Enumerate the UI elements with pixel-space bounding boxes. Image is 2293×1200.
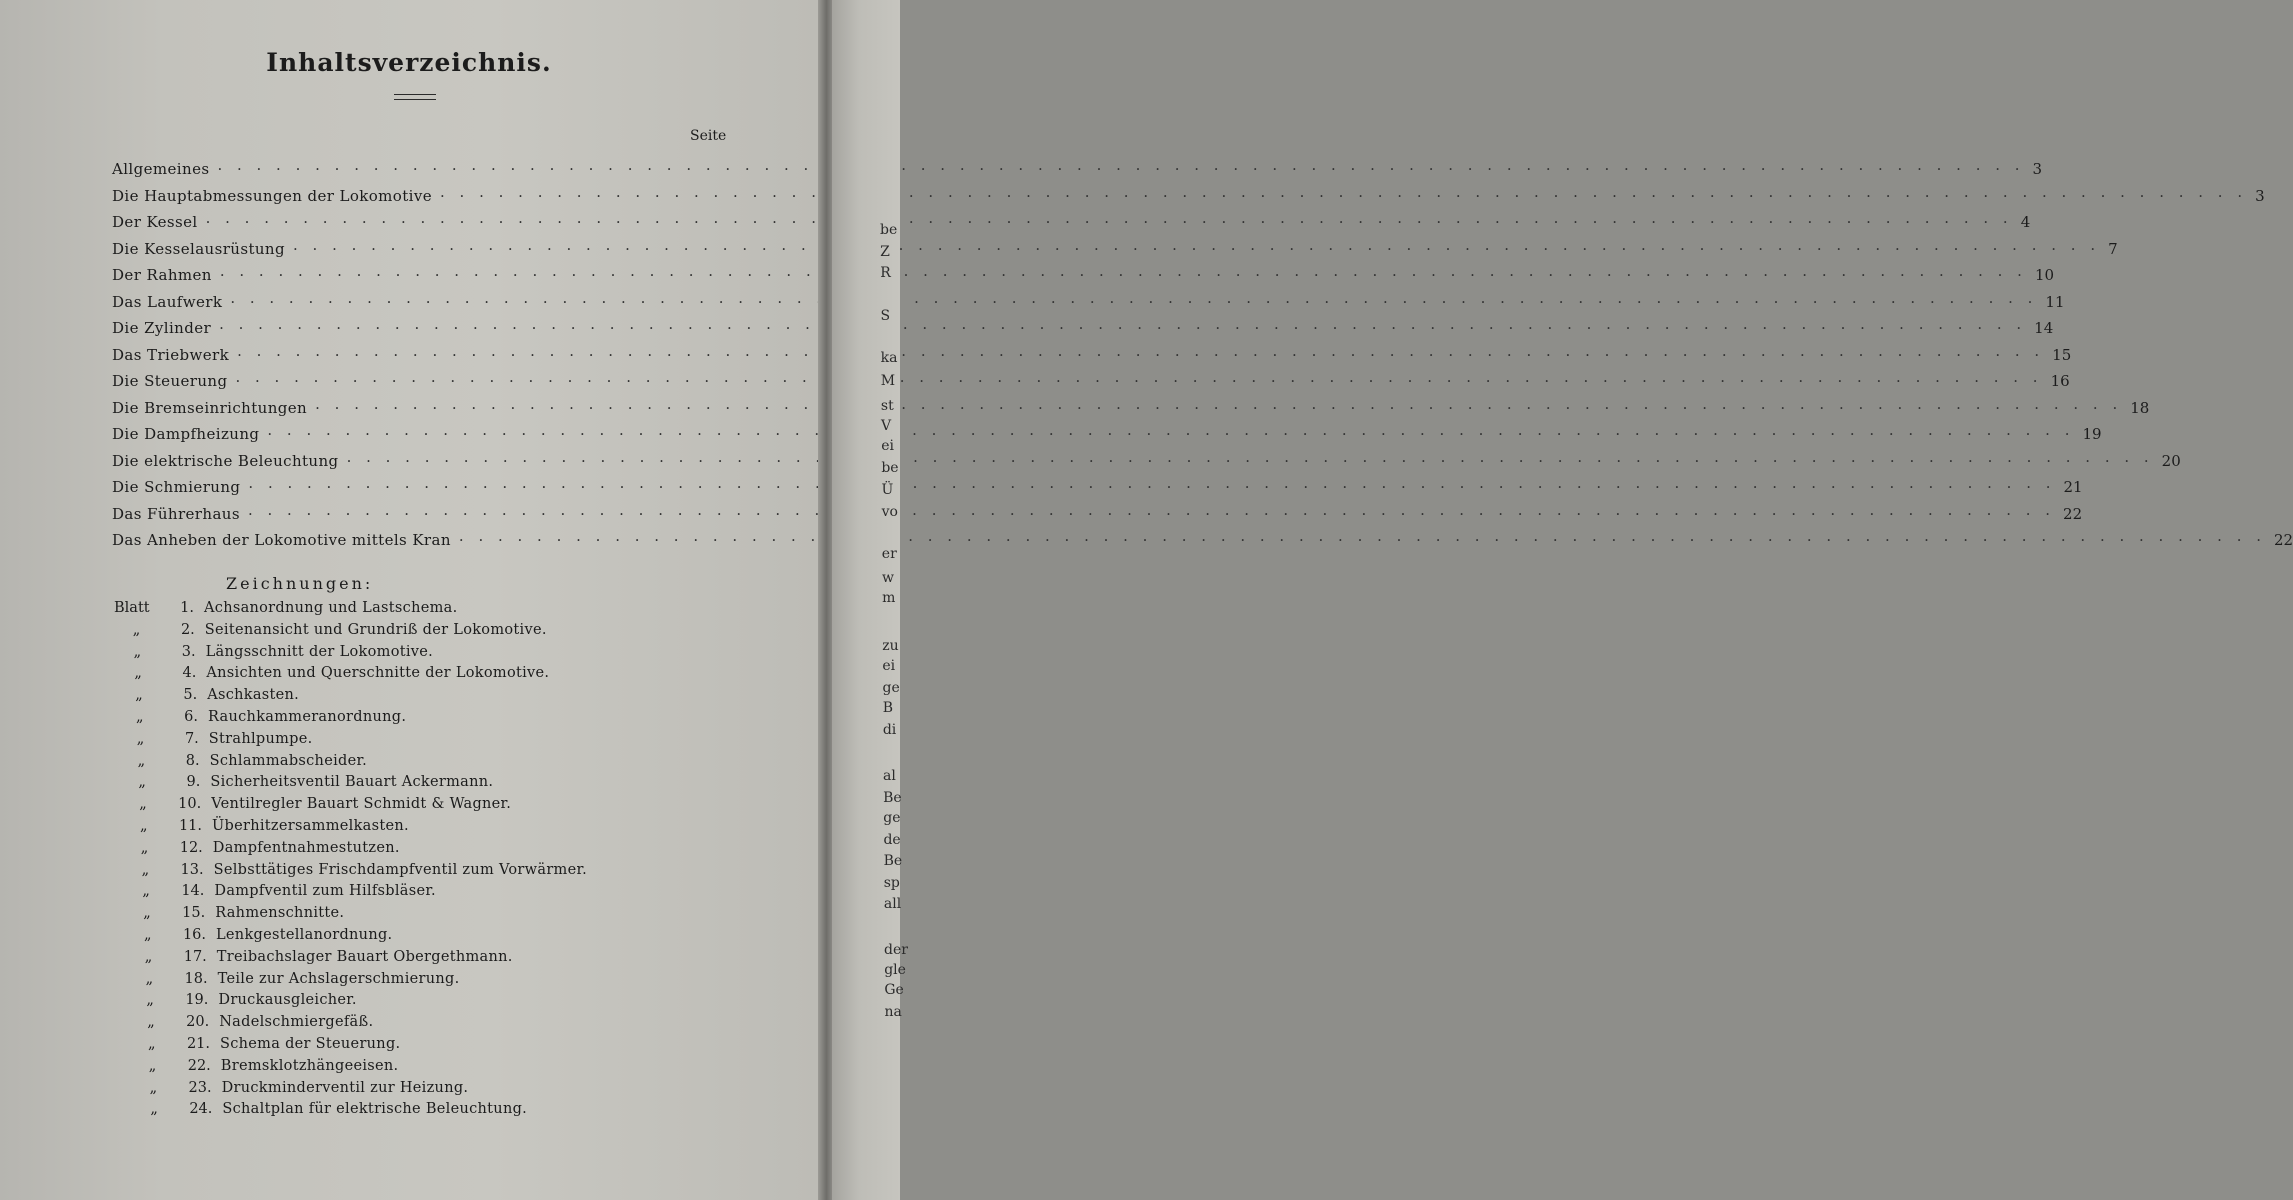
drawing-sheet-prefix: „ <box>147 1014 155 1031</box>
drawing-sheet-prefix: „ <box>138 774 146 791</box>
toc-entry <box>112 292 2065 315</box>
toc-entry-page: 11 <box>2045 292 2065 311</box>
drawing-sheet-prefix: „ <box>150 1101 158 1118</box>
facing-page-text: st <box>880 398 894 414</box>
drawing-title: Längsschnitt der Lokomotive. <box>205 643 434 660</box>
drawing-title: Teile zur Achslagerschmierung. <box>217 970 460 987</box>
drawing-title: Treibachslager Bauart Obergethmann. <box>216 948 513 965</box>
drawing-sheet-prefix: „ <box>137 752 146 769</box>
drawing-title: Ansichten und Querschnitte der Lokomotive. <box>206 665 550 682</box>
facing-page-text: ka <box>880 350 898 366</box>
drawing-sheet-number: 23. <box>188 1079 212 1096</box>
facing-page-text: Be <box>883 853 903 869</box>
drawing-sheet-prefix: Blatt <box>114 600 150 616</box>
facing-page-text: Ge <box>884 982 904 998</box>
facing-page-text: de <box>883 832 901 848</box>
facing-page-text: be <box>881 460 899 476</box>
facing-page-text: R <box>880 265 891 281</box>
drawing-title: Schlammabscheider. <box>209 752 368 769</box>
toc-entry-page: 10 <box>2034 266 2055 284</box>
toc-entry <box>112 160 2043 182</box>
facing-page-text: ge <box>882 680 900 696</box>
toc-entry-page: 3 <box>2032 160 2043 178</box>
drawing-sheet-number: 5. <box>183 687 198 704</box>
toc-entry-page: 18 <box>2130 398 2150 417</box>
toc-leader-dots <box>293 240 2100 258</box>
drawing-title: Selbsttätiges Frischdampfventil zum Vorwärmer. <box>213 861 588 878</box>
drawing-sheet-number: 17. <box>183 948 207 965</box>
facing-page-text: na <box>884 1004 902 1020</box>
toc-entry <box>112 425 2102 447</box>
drawing-sheet-number: 19. <box>185 992 209 1009</box>
drawing-sheet-prefix: „ <box>142 883 150 900</box>
toc-entry-label: Die Dampfheizung <box>112 425 260 443</box>
toc-entry-label: Die Hauptabmessungen der Lokomotive <box>112 186 433 205</box>
drawing-title: Seitenansicht und Grundriß der Lokomotive. <box>204 621 547 638</box>
facing-page-text: ei <box>881 438 894 454</box>
drawing-sheet-prefix: „ <box>149 1079 158 1096</box>
drawing-sheet-prefix: „ <box>139 796 147 813</box>
facing-page-text: zu <box>882 638 899 654</box>
page-title: Inhaltsverzeichnis. <box>266 48 552 77</box>
drawing-sheet-number: 8. <box>185 752 200 769</box>
facing-page-text: Be <box>883 790 902 806</box>
book-gutter <box>818 0 832 1200</box>
drawing-title: Dampfentnahmestutzen. <box>212 839 400 856</box>
facing-page-text: S <box>880 308 891 324</box>
toc-entry-label: Die Zylinder <box>112 319 212 337</box>
toc-leader-dots <box>235 372 2042 390</box>
drawing-sheet-number: 20. <box>186 1014 210 1031</box>
facing-page-text: m <box>882 590 896 606</box>
drawing-sheet-prefix: „ <box>134 665 142 682</box>
drawing-sheet-number: 13. <box>180 861 204 878</box>
drawing-sheet-number: 22. <box>187 1057 211 1074</box>
drawing-sheet-number: 14. <box>181 883 205 900</box>
toc-entry-label: Die Schmierung <box>112 478 241 496</box>
drawing-sheet-prefix: „ <box>140 839 149 856</box>
toc-entry-page: 3 <box>2255 186 2265 205</box>
drawing-title: Aschkasten. <box>207 687 300 704</box>
drawing-sheet-prefix: „ <box>133 643 142 660</box>
drawing-sheet-prefix: „ <box>136 730 145 747</box>
toc-entry <box>112 478 2083 500</box>
drawing-sheet-number: 15. <box>182 905 206 922</box>
drawing-title: Rahmenschnitte. <box>215 905 345 922</box>
toc-entry-page: 4 <box>2020 213 2031 231</box>
toc-entry-label: Das Anheben der Lokomotive mittels Kran <box>112 531 451 549</box>
facing-page-text: w <box>881 570 894 586</box>
toc-leader-dots <box>230 293 2037 311</box>
drawing-sheet-number: 1. <box>180 600 194 616</box>
facing-page-text: be <box>880 222 898 238</box>
drawing-title: Rauchkammeranordnung. <box>208 709 407 725</box>
toc-entry <box>112 266 2055 288</box>
facing-page-text: gle <box>884 962 906 978</box>
facing-page-text: al <box>883 768 896 784</box>
toc-leader-dots <box>248 478 2055 496</box>
page-column-header: Seite <box>690 128 727 144</box>
toc-leader-dots <box>347 452 2154 470</box>
drawing-title: Dampfventil zum Hilfsbläser. <box>214 883 436 900</box>
facing-page-text: ge <box>883 810 901 826</box>
drawing-sheet-number: 3. <box>181 643 196 660</box>
facing-page-text: Ü <box>881 482 894 498</box>
toc-entry-page: 16 <box>2050 372 2070 390</box>
toc-leader-dots <box>248 505 2055 523</box>
facing-page-text: Z <box>880 244 890 260</box>
drawing-sheet-prefix: „ <box>145 970 154 987</box>
toc-leader-dots <box>459 531 2266 549</box>
toc-entry-page: 14 <box>2034 319 2054 337</box>
toc-entry <box>112 451 2181 474</box>
drawing-sheet-number: 2. <box>180 621 195 638</box>
toc-leader-dots <box>220 266 2027 284</box>
facing-page-text: all <box>883 896 902 912</box>
toc-entry <box>112 319 2054 341</box>
drawing-sheet-number: 4. <box>182 665 197 682</box>
drawing-sheet-number: 24. <box>189 1101 213 1118</box>
drawing-sheet-number: 10. <box>178 796 202 813</box>
facing-page-text: di <box>882 722 897 738</box>
toc-entry-label: Das Triebwerk <box>112 345 230 364</box>
drawing-sheet-prefix: „ <box>144 948 153 965</box>
drawing-title: Sicherheitsventil Bauart Ackermann. <box>210 774 494 791</box>
title-rule-top <box>394 94 436 95</box>
facing-page-text: ei <box>882 658 896 674</box>
toc-leader-dots <box>219 319 2026 337</box>
toc-entry <box>112 239 2118 262</box>
toc-entry-label: Die Steuerung <box>112 372 228 390</box>
drawing-sheet-prefix: „ <box>135 687 143 704</box>
drawing-title: Schaltplan für elektrische Beleuchtung. <box>222 1101 528 1118</box>
facing-page-text: er <box>881 546 897 562</box>
facing-page-text: sp <box>883 875 900 891</box>
toc-entry-label: Allgemeines <box>112 160 210 178</box>
drawing-title: Lenkgestellanordnung. <box>216 927 393 943</box>
drawing-sheet-prefix: „ <box>144 927 152 943</box>
toc-entry <box>112 531 2293 553</box>
toc-entry-label: Die Kesselausrüstung <box>112 239 285 258</box>
drawing-title: Ventilregler Bauart Schmidt & Wagner. <box>211 796 512 813</box>
drawing-title: Bremsklotzhängeeisen. <box>220 1057 399 1074</box>
drawing-sheet-prefix: „ <box>132 621 141 638</box>
toc-entry-page: 7 <box>2108 239 2118 258</box>
toc-entry-page: 22 <box>2274 531 2293 549</box>
toc-entry-page: 19 <box>2082 425 2102 443</box>
facing-page-text: B <box>882 700 893 716</box>
drawing-sheet-number: 12. <box>179 839 203 856</box>
facing-page-text: vo <box>881 504 898 520</box>
drawing-sheet-number: 21. <box>186 1036 210 1052</box>
toc-leader-dots <box>217 160 2024 178</box>
drawing-sheet-prefix: „ <box>146 992 154 1009</box>
drawing-sheet-prefix: „ <box>148 1057 157 1074</box>
drawing-sheet-prefix: „ <box>141 861 150 878</box>
facing-page-text: der <box>884 942 908 958</box>
toc-leader-dots <box>315 399 2122 417</box>
toc-entry-page: 20 <box>2161 451 2181 470</box>
toc-entry-label: Die Bremseinrichtungen <box>112 398 308 417</box>
drawing-sheet-number: 7. <box>184 730 199 747</box>
toc-entry-label: Das Laufwerk <box>112 292 223 311</box>
drawing-title: Strahlpumpe. <box>208 730 313 747</box>
drawing-title: Nadelschmiergefäß. <box>219 1014 374 1031</box>
facing-page-text: M <box>880 373 896 389</box>
toc-entry-label: Die elektrische Beleuchtung <box>112 451 339 470</box>
drawing-sheet-prefix: „ <box>143 905 151 922</box>
toc-entry <box>112 186 2265 209</box>
drawing-sheet-number: 9. <box>186 774 201 791</box>
drawing-title: Druckminderventil zur Heizung. <box>221 1079 469 1096</box>
toc-entry-page: 22 <box>2063 504 2083 523</box>
toc-entry <box>112 372 2070 394</box>
facing-page-edge <box>832 0 908 1200</box>
toc-leader-dots <box>440 187 2247 205</box>
drawings-heading: Zeichnungen: <box>226 574 374 593</box>
drawing-title: Achsanordnung und Lastschema. <box>204 600 458 616</box>
toc-entry-label: Der Kessel <box>112 213 198 231</box>
toc-leader-dots <box>206 213 2013 231</box>
drawing-sheet-number: 18. <box>184 970 208 987</box>
drawing-title: Überhitzersammelkasten. <box>212 818 409 834</box>
drawing-sheet-prefix: „ <box>148 1036 156 1052</box>
toc-entry-page: 21 <box>2063 478 2083 496</box>
toc-leader-dots <box>237 346 2044 364</box>
facing-page-text: V <box>881 418 892 434</box>
drawing-title: Schema der Steuerung. <box>220 1036 401 1052</box>
drawing-sheet-prefix: „ <box>140 818 148 834</box>
drawing-title: Druckausgleicher. <box>218 992 357 1009</box>
drawing-sheet-prefix: „ <box>136 709 144 725</box>
drawing-sheet-number: 11. <box>178 818 202 834</box>
toc-entry-page: 15 <box>2052 345 2072 364</box>
toc-entry-label: Das Führerhaus <box>112 504 240 523</box>
toc-entry-label: Der Rahmen <box>112 266 212 284</box>
drawing-sheet-number: 6. <box>184 709 198 725</box>
title-rule-bottom <box>394 99 436 100</box>
drawing-sheet-number: 16. <box>182 927 206 943</box>
toc-leader-dots <box>267 425 2074 443</box>
